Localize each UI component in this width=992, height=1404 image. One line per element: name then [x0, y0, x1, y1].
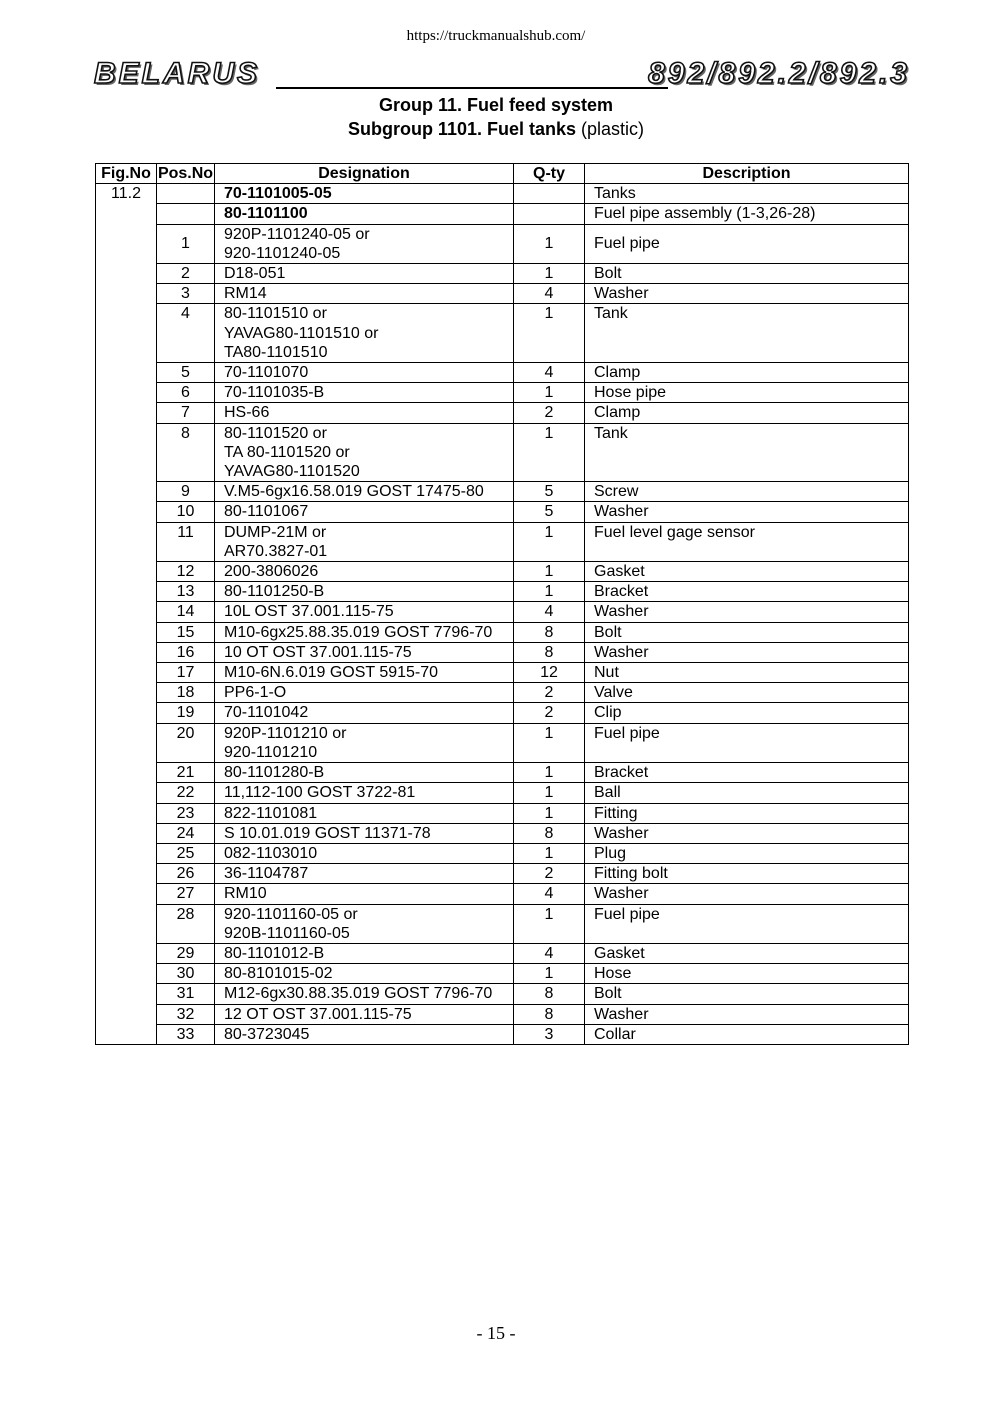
pos-no-cell: 2	[157, 264, 215, 284]
designation-cell	[215, 482, 514, 502]
designation-cell	[215, 284, 514, 304]
designation-cell	[215, 864, 514, 884]
designation-line: 920-1101210	[224, 743, 318, 761]
fig-no-cell	[96, 363, 157, 383]
quantity-cell: 4	[514, 284, 585, 304]
designation-line: YAVAG80-1101520	[224, 463, 360, 481]
fig-no-cell	[96, 284, 157, 304]
pos-no-cell: 25	[157, 843, 215, 863]
fig-no-cell	[96, 803, 157, 823]
designation-line: 70-1101042	[224, 704, 309, 722]
designation-line: 200-3806026	[224, 563, 319, 581]
table-row	[96, 803, 909, 823]
table-row	[96, 683, 909, 703]
description-cell: Valve	[585, 683, 909, 703]
table-row	[96, 783, 909, 803]
header-rule	[276, 87, 668, 89]
quantity-cell: 8	[514, 823, 585, 843]
designation-line: 80-8101015-02	[224, 965, 333, 983]
description-cell: Washer	[585, 602, 909, 622]
quantity-cell: 4	[514, 363, 585, 383]
pos-no-cell: 30	[157, 964, 215, 984]
fig-no-cell	[96, 703, 157, 723]
pos-no-cell: 33	[157, 1024, 215, 1044]
designation-line: 80-1101067	[224, 503, 309, 521]
designation-cell	[215, 204, 514, 224]
fig-no-cell	[96, 204, 157, 224]
pos-no-cell: 27	[157, 884, 215, 904]
quantity-cell: 1	[514, 224, 585, 263]
designation-line: 10L OST 37.001.115-75	[224, 603, 394, 621]
fig-no-cell	[96, 1024, 157, 1044]
fig-no-cell	[96, 602, 157, 622]
table-row	[96, 562, 909, 582]
description-cell: Hose pipe	[585, 383, 909, 403]
description-cell: Fuel pipe assembly (1-3,26-28)	[585, 204, 909, 224]
quantity-cell: 1	[514, 904, 585, 943]
fig-no-cell	[96, 224, 157, 263]
fig-no-cell	[96, 562, 157, 582]
pos-no-cell: 7	[157, 403, 215, 423]
designation-line: 70-1101005-05	[224, 185, 332, 203]
pos-no-cell: 18	[157, 683, 215, 703]
table-row	[96, 1004, 909, 1024]
designation-cell	[215, 984, 514, 1004]
subgroup-title: Subgroup 1101. Fuel tanks (plastic)	[347, 119, 645, 139]
table-row	[96, 304, 909, 363]
designation-cell	[215, 763, 514, 783]
fig-no-cell	[96, 502, 157, 522]
column-header: Pos.No	[157, 165, 214, 182]
description-cell: Fuel level gage sensor	[585, 522, 909, 561]
table-row	[96, 943, 909, 963]
pos-no-cell: 12	[157, 562, 215, 582]
table-row	[96, 763, 909, 783]
designation-line: M10-6N.6.019 GOST 5915-70	[224, 664, 439, 682]
pos-no-cell: 32	[157, 1004, 215, 1024]
pos-no-cell: 9	[157, 482, 215, 502]
quantity-cell: 2	[514, 403, 585, 423]
quantity-cell: 8	[514, 1004, 585, 1024]
quantity-cell: 8	[514, 622, 585, 642]
pos-no-cell: 29	[157, 943, 215, 963]
description-cell: Fitting	[585, 803, 909, 823]
pos-no-cell: 10	[157, 502, 215, 522]
quantity-cell: 1	[514, 783, 585, 803]
pos-no-cell: 31	[157, 984, 215, 1004]
quantity-cell	[514, 204, 585, 224]
pos-no-cell: 23	[157, 803, 215, 823]
fig-no-cell	[96, 423, 157, 482]
quantity-cell: 2	[514, 683, 585, 703]
designation-cell	[215, 304, 514, 363]
designation-cell	[215, 383, 514, 403]
fig-no-cell	[96, 984, 157, 1004]
column-header: Q-ty	[514, 164, 585, 184]
designation-line: 80-1101250-B	[224, 583, 325, 601]
description-cell: Washer	[585, 884, 909, 904]
designation-cell	[215, 1024, 514, 1044]
designation-cell	[215, 803, 514, 823]
designation-line: 70-1101070	[224, 364, 309, 382]
pos-no-cell: 26	[157, 864, 215, 884]
quantity-cell: 1	[514, 562, 585, 582]
table-row	[96, 582, 909, 602]
description-cell: Bracket	[585, 582, 909, 602]
quantity-cell: 1	[514, 763, 585, 783]
designation-cell	[215, 602, 514, 622]
designation-cell	[215, 663, 514, 683]
table-row	[96, 622, 909, 642]
quantity-cell: 1	[514, 522, 585, 561]
designation-cell	[215, 943, 514, 963]
description-cell: Ball	[585, 783, 909, 803]
quantity-cell: 4	[514, 943, 585, 963]
column-header: Description	[585, 164, 909, 184]
fig-no-cell	[96, 403, 157, 423]
designation-cell	[215, 264, 514, 284]
pos-no-cell: 22	[157, 783, 215, 803]
table-row	[96, 984, 909, 1004]
quantity-cell: 4	[514, 884, 585, 904]
quantity-cell: 2	[514, 703, 585, 723]
designation-line: 80-3723045	[224, 1025, 310, 1043]
fig-no-cell	[96, 964, 157, 984]
column-header: Designation	[215, 164, 514, 184]
pos-no-cell: 15	[157, 622, 215, 642]
pos-no-cell: 14	[157, 602, 215, 622]
description-cell: Washer	[585, 284, 909, 304]
pos-no-cell: 11	[157, 522, 215, 561]
pos-no-cell	[157, 184, 215, 204]
description-cell: Collar	[585, 1024, 909, 1044]
table-row	[96, 363, 909, 383]
description-cell: Tank	[585, 423, 909, 482]
table-row	[96, 403, 909, 423]
description-cell: Washer	[585, 1004, 909, 1024]
designation-cell	[215, 703, 514, 723]
quantity-cell: 1	[514, 964, 585, 984]
description-cell: Tank	[585, 304, 909, 363]
designation-line: 920-1101160-05 or	[224, 905, 358, 923]
table-row	[96, 184, 909, 204]
table-row	[96, 904, 909, 943]
table-row	[96, 522, 909, 561]
description-cell: Clip	[585, 703, 909, 723]
designation-cell	[215, 363, 514, 383]
pos-no-cell: 4	[157, 304, 215, 363]
description-cell: Washer	[585, 502, 909, 522]
table-row	[96, 284, 909, 304]
description-cell: Washer	[585, 823, 909, 843]
table-row	[96, 823, 909, 843]
fig-no-cell	[96, 843, 157, 863]
fig-no-cell	[96, 723, 157, 762]
designation-cell	[215, 683, 514, 703]
quantity-cell: 5	[514, 502, 585, 522]
group-title: Group 11. Fuel feed system	[378, 95, 614, 115]
designation-line: 920P-1101210 or	[224, 724, 347, 742]
designation-line: 082-1103010	[224, 844, 318, 862]
table-row	[96, 703, 909, 723]
designation-cell	[215, 502, 514, 522]
fig-no-cell	[96, 783, 157, 803]
description-cell: Screw	[585, 482, 909, 502]
designation-line: AR70.3827-01	[224, 542, 328, 560]
description-cell: Fuel pipe	[585, 723, 909, 762]
pos-no-cell: 21	[157, 763, 215, 783]
quantity-cell: 8	[514, 642, 585, 662]
designation-line: TA 80-1101520 or	[224, 443, 350, 461]
fig-no-cell	[96, 264, 157, 284]
fig-no-cell	[96, 823, 157, 843]
table-header-row	[96, 164, 909, 184]
quantity-cell: 1	[514, 723, 585, 762]
quantity-cell: 1	[514, 264, 585, 284]
designation-line: 10 OT OST 37.001.115-75	[224, 643, 412, 661]
designation-cell	[215, 843, 514, 863]
designation-line: M12-6gx30.88.35.019 GOST 7796-70	[224, 985, 493, 1003]
description-cell: Fuel pipe	[585, 904, 909, 943]
fig-no-cell: 11.2	[96, 184, 157, 204]
description-cell: Clamp	[585, 403, 909, 423]
fig-no-cell	[96, 522, 157, 561]
fig-no-cell	[96, 763, 157, 783]
fig-no-cell	[96, 482, 157, 502]
pos-no-cell: 13	[157, 582, 215, 602]
pos-no-cell: 17	[157, 663, 215, 683]
table-row	[96, 602, 909, 622]
fig-no-cell	[96, 622, 157, 642]
table-row	[96, 482, 909, 502]
parts-table-body	[96, 184, 909, 1045]
pos-no-cell: 3	[157, 284, 215, 304]
description-cell: Fitting bolt	[585, 864, 909, 884]
pos-no-cell	[157, 204, 215, 224]
description-cell: Hose	[585, 964, 909, 984]
description-cell: Gasket	[585, 943, 909, 963]
fig-no-cell	[96, 383, 157, 403]
fig-no-cell	[96, 582, 157, 602]
table-row	[96, 502, 909, 522]
pos-no-cell: 28	[157, 904, 215, 943]
designation-line: 80-1101012-B	[224, 944, 325, 962]
quantity-cell: 5	[514, 482, 585, 502]
quantity-cell: 1	[514, 383, 585, 403]
designation-line: PP6-1-O	[224, 684, 287, 702]
quantity-cell: 1	[514, 304, 585, 363]
description-cell: Fuel pipe	[585, 224, 909, 263]
model-numbers: 892/892.2/892.3	[648, 57, 910, 90]
designation-cell	[215, 224, 514, 263]
designation-line: 920P-1101240-05 or	[224, 225, 370, 243]
designation-line: 80-1101100	[224, 205, 308, 223]
designation-line: D18-051	[224, 265, 286, 283]
brand-logo: BELARUS	[94, 57, 261, 90]
designation-cell	[215, 884, 514, 904]
quantity-cell: 1	[514, 423, 585, 482]
designation-line: TA80-1101510	[224, 343, 328, 361]
fig-no-cell	[96, 943, 157, 963]
table-row	[96, 383, 909, 403]
fig-no-cell	[96, 884, 157, 904]
parts-table	[95, 163, 909, 1045]
section-heading	[0, 93, 992, 141]
designation-cell	[215, 562, 514, 582]
page-header	[94, 57, 910, 93]
quantity-cell: 8	[514, 984, 585, 1004]
designation-line: M10-6gx25.88.35.019 GOST 7796-70	[224, 623, 493, 641]
designation-cell	[215, 403, 514, 423]
designation-cell	[215, 723, 514, 762]
designation-cell	[215, 642, 514, 662]
designation-cell	[215, 184, 514, 204]
table-row	[96, 1024, 909, 1044]
page-number: - 15 -	[476, 1323, 516, 1343]
pos-no-cell: 19	[157, 703, 215, 723]
designation-line: RM14	[224, 285, 267, 303]
fig-no-cell	[96, 683, 157, 703]
designation-line: RM10	[224, 885, 267, 903]
table-row	[96, 884, 909, 904]
pos-no-cell: 24	[157, 823, 215, 843]
description-cell: Bracket	[585, 763, 909, 783]
quantity-cell: 2	[514, 864, 585, 884]
table-row	[96, 423, 909, 482]
column-header: Fig.No	[96, 164, 157, 184]
table-row	[96, 723, 909, 762]
designation-line: DUMP-21M or	[224, 523, 327, 541]
description-cell: Washer	[585, 642, 909, 662]
quantity-cell: 3	[514, 1024, 585, 1044]
pos-no-cell: 6	[157, 383, 215, 403]
designation-cell	[215, 522, 514, 561]
pos-no-cell: 16	[157, 642, 215, 662]
description-cell: Bolt	[585, 264, 909, 284]
designation-line: YAVAG80-1101510 or	[224, 324, 379, 342]
designation-cell	[215, 423, 514, 482]
designation-cell	[215, 582, 514, 602]
designation-cell	[215, 904, 514, 943]
table-row	[96, 964, 909, 984]
quantity-cell: 12	[514, 663, 585, 683]
designation-cell	[215, 964, 514, 984]
table-row	[96, 864, 909, 884]
description-cell: Clamp	[585, 363, 909, 383]
quantity-cell: 1	[514, 843, 585, 863]
quantity-cell	[514, 184, 585, 204]
table-row	[96, 663, 909, 683]
table-row	[96, 204, 909, 224]
description-cell: Tanks	[585, 184, 909, 204]
description-cell: Bolt	[585, 984, 909, 1004]
fig-no-cell	[96, 642, 157, 662]
designation-line: 920-1101240-05	[224, 244, 341, 262]
quantity-cell: 1	[514, 582, 585, 602]
fig-no-cell	[96, 304, 157, 363]
pos-no-cell: 20	[157, 723, 215, 762]
fig-no-cell	[96, 864, 157, 884]
designation-cell	[215, 783, 514, 803]
description-cell: Nut	[585, 663, 909, 683]
designation-line: HS-66	[224, 404, 270, 422]
description-cell: Gasket	[585, 562, 909, 582]
pos-no-cell: 5	[157, 363, 215, 383]
quantity-cell: 1	[514, 803, 585, 823]
designation-line: 80-1101510 or	[224, 305, 327, 323]
designation-line: 80-1101280-B	[224, 764, 325, 782]
pos-no-cell: 8	[157, 423, 215, 482]
description-cell: Bolt	[585, 622, 909, 642]
table-row	[96, 843, 909, 863]
designation-line: 80-1101520 or	[224, 424, 327, 442]
designation-line: 920B-1101160-05	[224, 924, 350, 942]
designation-cell	[215, 823, 514, 843]
pos-no-cell: 1	[157, 224, 215, 263]
quantity-cell: 4	[514, 602, 585, 622]
table-row	[96, 224, 909, 263]
designation-line: 11,112-100 GOST 3722-81	[224, 784, 416, 802]
designation-line: 822-1101081	[224, 804, 318, 822]
designation-line: S 10.01.019 GOST 11371-78	[224, 824, 431, 842]
designation-line: 36-1104787	[224, 865, 309, 883]
subgroup-note: (plastic)	[581, 119, 645, 139]
fig-no-cell	[96, 663, 157, 683]
designation-cell	[215, 622, 514, 642]
table-row	[96, 642, 909, 662]
designation-line: 70-1101035-B	[224, 384, 325, 402]
designation-line: V.M5-6gx16.58.019 GOST 17475-80	[224, 483, 484, 501]
fig-no-cell	[96, 904, 157, 943]
source-url[interactable]: https://truckmanualshub.com/	[406, 28, 586, 44]
designation-line: 12 OT OST 37.001.115-75	[224, 1005, 412, 1023]
fig-no-cell	[96, 1004, 157, 1024]
table-row	[96, 264, 909, 284]
description-cell: Plug	[585, 843, 909, 863]
designation-cell	[215, 1004, 514, 1024]
